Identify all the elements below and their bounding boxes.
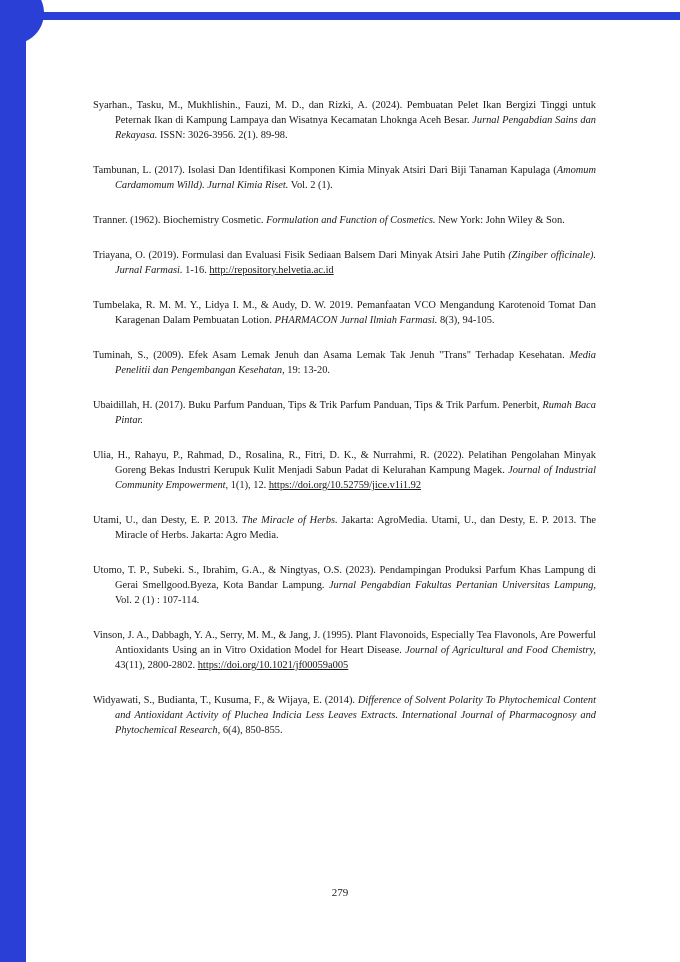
reference-link[interactable]: https://doi.org/10.1021/jf00059a005 (197, 660, 349, 671)
reference-item: Tuminah, S., (2009). Efek Asam Lemak Jenuh dan Asama Lemak Tak Jenuh "Trans" Terhadap Kesehatan. Media Penelitii dan Pengembangan Kesehatan, 19: 13-20. (93, 350, 596, 376)
reference-link[interactable]: https://doi.org/10.52759/jice.v1i1.92 (268, 480, 422, 491)
corner-decoration (0, 0, 44, 44)
reference-item: Ulia, H., Rahayu, P., Rahmad, D., Rosalina, R., Fitri, D. K., & Nurrahmi, R. (2022). Pelatihan Pengolahan Minyak Goreng Bekas Industri Kerupuk Kulit Menjadi Sabun Padat di Kelurahan Kampung Magek. Journal of Industrial Community Empowerment, 1(1), 12. https://doi.org/10.52759/jice.v1i1.92 (93, 450, 596, 491)
reference-item: Widyawati, S., Budianta, T., Kusuma, F., & Wijaya, E. (2014). Difference of Solvent Polarity To Phytochemical Content and Antioxidant Activity of Pluchea Indicia Less Leaves Extracts. International Journal of Pharmacognosy and Phytochemical Research, 6(4), 850-855. (93, 695, 596, 736)
top-accent-line (0, 12, 680, 20)
reference-item: Ubaidillah, H. (2017). Buku Parfum Panduan, Tips & Trik Parfum Panduan, Tips & Trik Parfum. Penerbit, Rumah Baca Pintar. (93, 400, 596, 426)
reference-item: Tranner. (1962). Biochemistry Cosmetic. Formulation and Function of Cosmetics. New York: John Wiley & Son. (93, 215, 565, 226)
reference-item: Tambunan, L. (2017). Isolasi Dan Identifikasi Komponen Kimia Minyak Atsiri Dari Biji Tanaman Kapulaga (Amomum Cardamomum Willd). Jurnal Kimia Riset. Vol. 2 (1). (93, 165, 596, 191)
reference-item: Tumbelaka, R. M. M. Y., Lidya I. M., & Audy, D. W. 2019. Pemanfaatan VCO Mengandung Karotenoid Tomat Dan Karagenan Dalam Pembuatan Lotion. PHARMACON Jurnal Ilmiah Farmasi. 8(3), 94-105. (93, 300, 596, 326)
reference-item: Triayana, O. (2019). Formulasi dan Evaluasi Fisik Sediaan Balsem Dari Minyak Atsiri Jahe Putih (Zingiber officinale). Jurnal Farmasi. 1-16. http://repository.helvetia.ac.id (93, 250, 597, 276)
left-accent-bar (0, 0, 26, 962)
reference-list (93, 98, 596, 758)
reference-item: Utomo, T. P., Subeki. S., Ibrahim, G.A., & Ningtyas, O.S. (2023). Pendampingan Produksi Parfum Khas Lampung di Gerai Smellgood.Byeza, Kota Bandar Lampung. Jurnal Pengabdian Fakultas Pertanian Universitas Lampung, Vol. 2 (1) : 107-114. (93, 565, 597, 606)
reference-item: Utami, U., dan Desty, E. P. 2013. The Miracle of Herbs. Jakarta: AgroMedia. Utami, U., dan Desty, E. P. 2013. The Miracle of Herbs. Jakarta: Agro Media. (93, 515, 596, 541)
reference-item: Syarhan., Tasku, M., Mukhlishin., Fauzi, M. D., dan Rizki, A. (2024). Pembuatan Pelet Ikan Bergizi Tinggi untuk Peternak Ikan di Kampung Lampaya dan Wisatnya Kecamatan Lhoknga Aceh Besar. Jurnal Pengabdian Sains dan Rekayasa. ISSN: 3026-3956. 2(1). 89-98. (93, 100, 596, 141)
reference-link[interactable]: http://repository.helvetia.ac.id (209, 265, 334, 276)
page-number: 279 (331, 887, 349, 899)
reference-item: Vinson, J. A., Dabbagh, Y. A., Serry, M. M., & Jang, J. (1995). Plant Flavonoids, Especially Tea Flavonols, Are Powerful Antioxidants Using an in Vitro Oxidation Model for Heart Disease. Journal of Agricultural and Food Chemistry, 43(11), 2800-2802. https://doi.org/10.1021/jf00059a005 (93, 630, 596, 671)
